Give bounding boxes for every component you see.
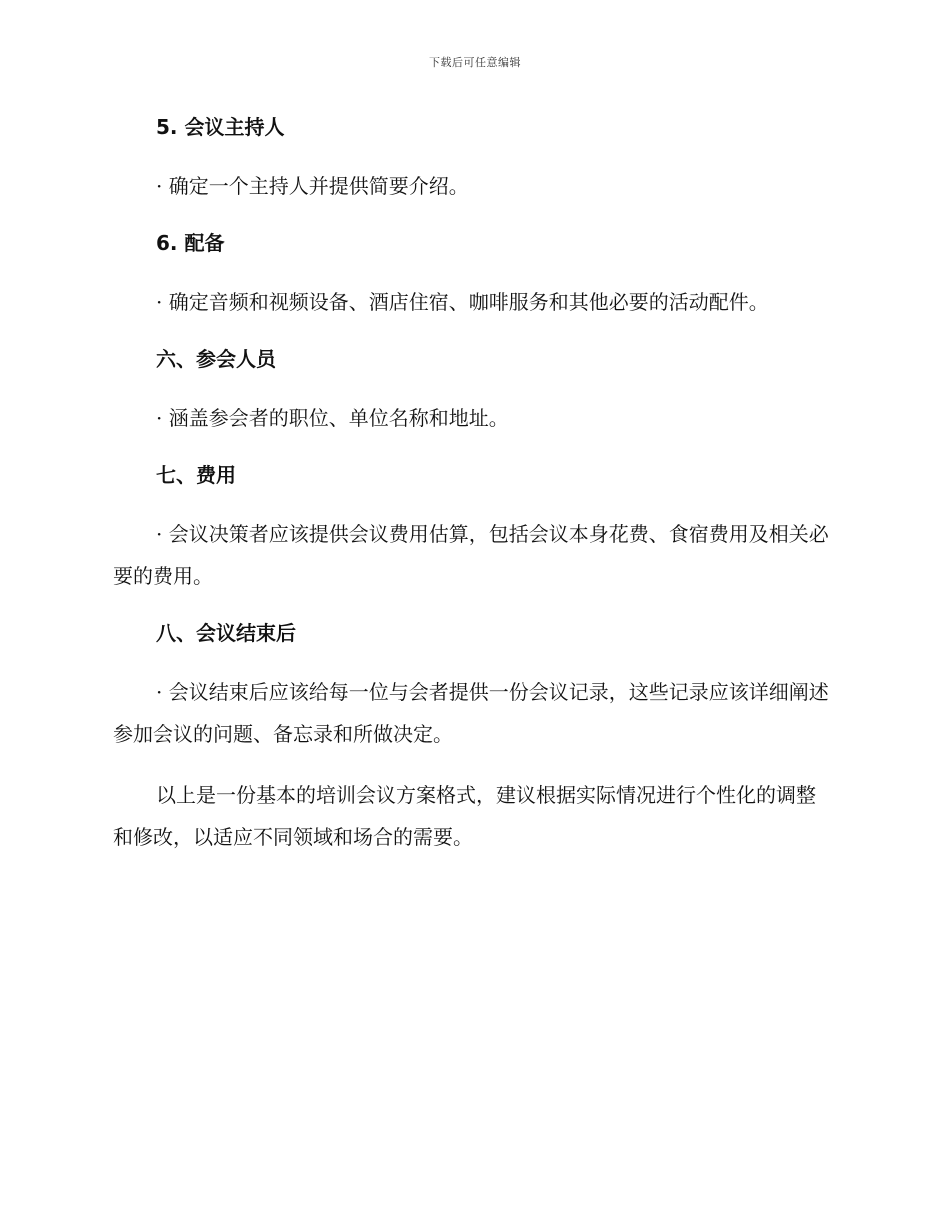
section-heading-after-meeting: 八、会议结束后 xyxy=(156,621,296,645)
section-heading-costs: 七、费用 xyxy=(156,463,236,487)
section-body-host: · 确定一个主持人并提供简要介绍。 xyxy=(156,174,469,198)
section-body-after-meeting: · 会议结束后应该给每一位与会者提供一份会议记录，这些记录应该详细阐述参加会议的问题、备忘录和所做决定。 xyxy=(113,680,829,746)
section-heading-attendees: 六、参会人员 xyxy=(156,347,276,371)
section-body-attendees: · 涵盖参会者的职位、单位名称和地址。 xyxy=(156,406,509,430)
section-body-equipment: · 确定音频和视频设备、酒店住宿、咖啡服务和其他必要的活动配件。 xyxy=(156,290,769,314)
section-body-costs: · 会议决策者应该提供会议费用估算，包括会议本身花费、食宿费用及相关必要的费用。 xyxy=(113,522,829,588)
page-header-note: 下载后可任意编辑 xyxy=(429,56,521,69)
closing-paragraph: 以上是一份基本的培训会议方案格式，建议根据实际情况进行个性化的调整和修改，以适应不同领域和场合的需要。 xyxy=(113,783,816,849)
section-heading-host: 5. 会议主持人 xyxy=(156,115,285,139)
section-heading-equipment: 6. 配备 xyxy=(156,231,225,255)
document-body xyxy=(113,110,833,858)
